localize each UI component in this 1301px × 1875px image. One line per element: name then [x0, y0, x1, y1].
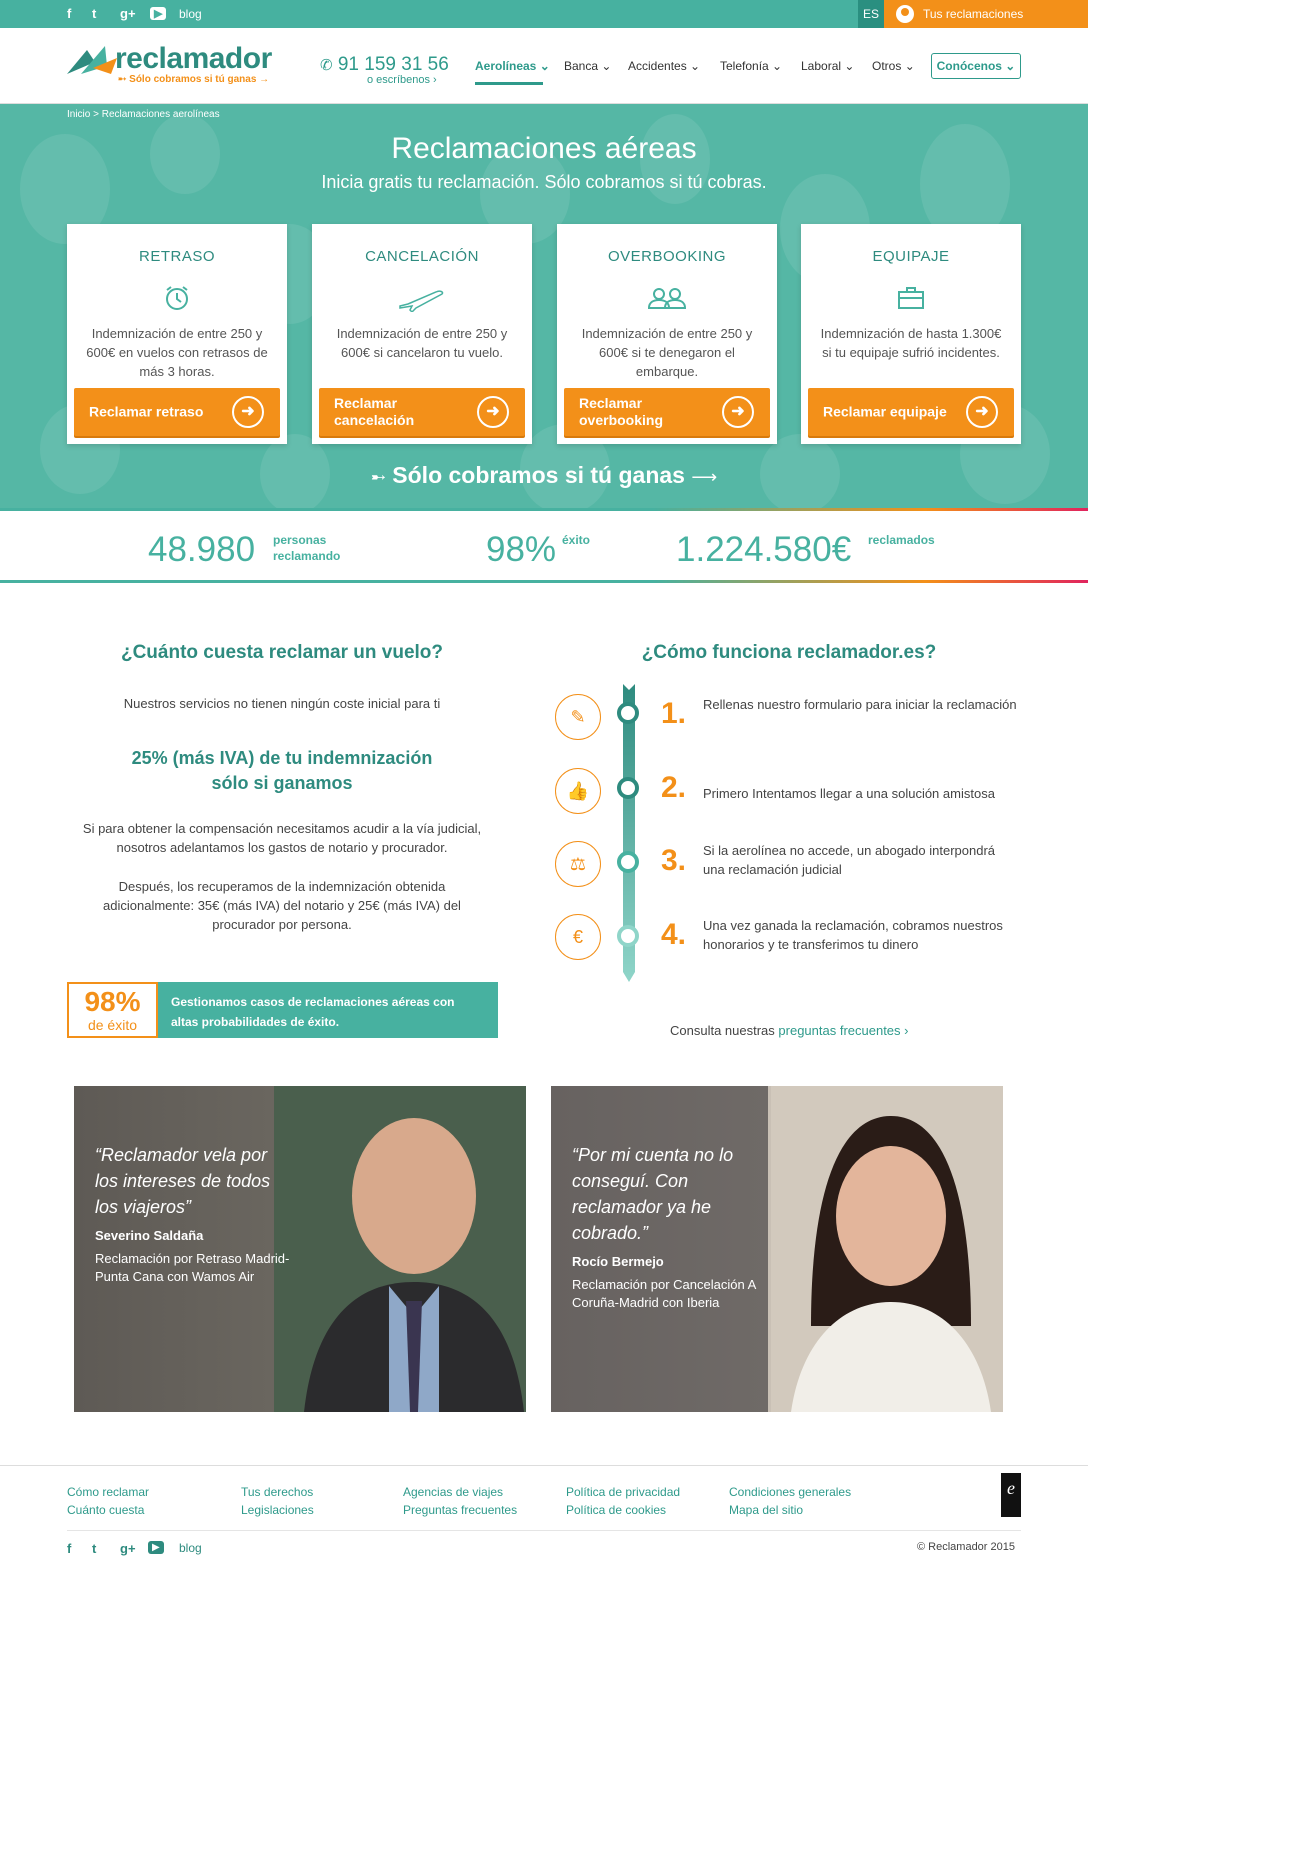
phone-text: 91 159 31 56: [337, 54, 449, 75]
user-claims-label: Tus reclamaciones: [923, 7, 1024, 21]
card-title: RETRASO: [138, 248, 215, 265]
google-plus-icon[interactable]: g+: [120, 1541, 136, 1556]
thumbs-up-icon: 👍: [555, 768, 601, 814]
footer-divider: [67, 1530, 1021, 1531]
cost-price: 25% (más IVA) de tu indemnización sólo si ganamos: [131, 748, 433, 793]
cost-paragraph-1: Si para obtener la compensación necesitamos acudir a la vía judicial, nosotros adelantamos los gastos de notario y procurador.: [82, 821, 482, 855]
step-number: 1.: [661, 697, 687, 730]
testimonial-name: Rocío Bermejo: [572, 1254, 664, 1269]
cost-title: ¿Cuánto cuesta reclamar un vuelo?: [120, 642, 444, 663]
phone-icon: ✆: [320, 57, 333, 74]
footer-link[interactable]: Preguntas frecuentes: [403, 1503, 518, 1517]
claim-luggage-button[interactable]: Reclamar equipaje ➜: [808, 388, 1014, 436]
card-text: Indemnización de entre 250 y 600€ en vuelos con retrasos de más 3 horas.: [86, 326, 268, 379]
step-text: Rellenas nuestro formulario para iniciar la reclamación: [703, 697, 1017, 712]
arrow-icon: ⟶: [691, 467, 718, 487]
stat-success-label: éxito: [562, 533, 591, 547]
logo-icon[interactable]: [67, 44, 117, 76]
card-retraso: [67, 224, 287, 444]
user-claims-button[interactable]: [884, 0, 1088, 28]
footer-border: [0, 1465, 1088, 1466]
step-number: 3.: [661, 844, 687, 877]
step-number: 2.: [661, 771, 687, 804]
copyright: © Reclamador 2015: [917, 1541, 1015, 1553]
testimonial-card: [74, 1086, 526, 1412]
testimonial-detail: Reclamación por Retraso Madrid-Punta Cana con Wamos Air: [95, 1251, 290, 1284]
facebook-icon[interactable]: f: [67, 1541, 72, 1556]
facebook-icon[interactable]: f: [67, 6, 72, 21]
step-text: Una vez ganada la reclamación, cobramos nuestros honorarios y te transferimos tu dinero: [703, 918, 1003, 952]
nav-laboral[interactable]: Laboral ⌄: [801, 59, 855, 73]
nav-otros[interactable]: Otros ⌄: [872, 59, 915, 73]
scales-icon: ⚖: [555, 841, 601, 887]
arrow-icon: ➸: [370, 467, 386, 487]
page-subtitle: Inicia gratis tu reclamación. Sólo cobramos si tú cobras.: [321, 172, 767, 192]
testimonial-photo: [771, 1086, 1003, 1412]
claim-cancellation-button[interactable]: Reclamar cancelación ➜: [319, 388, 525, 436]
write-us-link[interactable]: o escríbenos ›: [367, 74, 437, 86]
faq-line: Consulta nuestras preguntas frecuentes ›: [670, 1023, 909, 1038]
claim-delay-button[interactable]: Reclamar retraso ➜: [74, 388, 280, 436]
nav-accidentes[interactable]: Accidentes ⌄: [628, 59, 701, 73]
arrow-right-icon: ➜: [966, 396, 998, 428]
card-cancelacion: [312, 224, 532, 444]
logo-text[interactable]: reclamador: [115, 42, 272, 75]
chevron-down-icon: ⌄: [690, 59, 701, 73]
language-selector[interactable]: ES: [858, 0, 884, 28]
timeline-dot: [617, 777, 639, 799]
luggage-icon: [897, 284, 925, 312]
footer-link[interactable]: Condiciones generales: [729, 1485, 852, 1499]
stat-amount-label: reclamados: [868, 533, 935, 547]
footer-link[interactable]: Política de cookies: [566, 1503, 667, 1517]
conocenos-button[interactable]: Conócenos ⌄: [931, 53, 1021, 79]
twitter-icon[interactable]: t: [92, 6, 97, 21]
google-plus-icon[interactable]: g+: [120, 6, 136, 21]
slogan: ➸ Sólo cobramos si tú ganas ⟶: [370, 462, 718, 488]
euro-icon: €: [555, 914, 601, 960]
timeline-dot: [617, 702, 639, 724]
arrow-right-icon: ➜: [232, 396, 264, 428]
footer-link[interactable]: Mapa del sitio: [729, 1503, 804, 1517]
testimonial-photo: [274, 1086, 526, 1412]
timeline-dot: [617, 851, 639, 873]
nav-telefonia[interactable]: Telefonía ⌄: [720, 59, 783, 73]
card-equipaje: [801, 224, 1021, 444]
chevron-down-icon: ⌄: [601, 59, 612, 73]
logo-tagline: ➸ Sólo cobramos si tú ganas →: [118, 74, 270, 85]
card-title: OVERBOOKING: [607, 248, 727, 265]
people-icon: [647, 284, 687, 312]
breadcrumb[interactable]: Inicio > Reclamaciones aerolíneas: [67, 109, 220, 120]
testimonial-quote: “Reclamador vela por los intereses de todos los viajeros”: [95, 1145, 271, 1217]
step-number: 4.: [661, 918, 687, 951]
cost-intro: Nuestros servicios no tienen ningún coste inicial para ti: [123, 696, 441, 711]
chevron-down-icon: ⌄: [772, 59, 783, 73]
nav-active-indicator: [475, 82, 543, 85]
footer-link[interactable]: Tus derechos: [241, 1485, 314, 1499]
chevron-down-icon: ⌄: [904, 59, 915, 73]
plane-icon: [398, 284, 446, 312]
trust-seal[interactable]: e: [1001, 1473, 1021, 1517]
user-icon: [896, 5, 914, 23]
pencil-icon: ✎: [555, 694, 601, 740]
footer-link[interactable]: Cuánto cuesta: [67, 1503, 145, 1517]
success-badge-text: Gestionamos casos de reclamaciones aéreas con altas probabilidades de éxito.: [158, 982, 498, 1038]
testimonial-quote: “Por mi cuenta no lo conseguí. Con reclamador ya he cobrado.”: [572, 1145, 734, 1243]
success-badge-label: de éxito: [87, 1017, 138, 1033]
blog-link[interactable]: blog: [179, 7, 202, 21]
stat-people-number: 48.980: [148, 530, 256, 569]
nav-banca[interactable]: Banca ⌄: [564, 59, 612, 73]
arrow-right-icon: ➜: [722, 396, 754, 428]
chevron-down-icon: ⌄: [844, 59, 855, 73]
success-badge-number: 98%: [84, 986, 141, 1017]
footer-link[interactable]: Agencias de viajes: [403, 1485, 504, 1499]
footer-link[interactable]: Legislaciones: [241, 1503, 314, 1517]
testimonial-card: [551, 1086, 1003, 1412]
card-text: Indemnización de entre 250 y 600€ si cancelaron tu vuelo.: [336, 326, 508, 360]
how-title: ¿Cómo funciona reclamador.es?: [641, 642, 937, 663]
phone-number[interactable]: [320, 54, 449, 76]
card-title: CANCELACIÓN: [365, 248, 479, 265]
card-overbooking: [557, 224, 777, 444]
footer-link[interactable]: Cómo reclamar: [67, 1485, 150, 1499]
testimonial-name: Severino Saldaña: [95, 1228, 204, 1243]
step-text: Si la aerolínea no accede, un abogado interpondrá una reclamación judicial: [703, 843, 995, 877]
blog-link[interactable]: blog: [179, 1541, 202, 1555]
stat-people-label: personas reclamando: [273, 533, 341, 563]
faq-link[interactable]: preguntas frecuentes ›: [778, 1023, 909, 1038]
timeline-dot: [617, 925, 639, 947]
arrow-right-icon: ➜: [477, 396, 509, 428]
stats-border-top: [0, 508, 1088, 511]
card-text: Indemnización de entre 250 y 600€ si te denegaron el embarque.: [581, 326, 753, 379]
card-text: Indemnización de hasta 1.300€ si tu equipaje sufrió incidentes.: [820, 326, 1002, 360]
stat-success-number: 98%: [486, 530, 557, 569]
clock-icon: [163, 284, 191, 312]
youtube-icon[interactable]: ▶: [150, 7, 166, 20]
card-title: EQUIPAJE: [872, 248, 950, 265]
stat-amount-number: 1.224.580€: [676, 530, 852, 569]
youtube-icon[interactable]: ▶: [148, 1541, 164, 1554]
success-badge: [67, 982, 158, 1038]
page-title: Reclamaciones aéreas: [391, 132, 697, 165]
twitter-icon[interactable]: t: [92, 1541, 97, 1556]
footer-link[interactable]: Política de privacidad: [566, 1485, 681, 1499]
cost-paragraph-2: Después, los recuperamos de la indemnización obtenida adicionalmente: 35€ (más IVA) del notario y 25€ (más IVA) del procurador por persona.: [103, 879, 461, 932]
claim-overbooking-button[interactable]: Reclamar overbooking ➜: [564, 388, 770, 436]
step-text: Primero Intentamos llegar a una solución amistosa: [703, 786, 995, 801]
chevron-down-icon: ⌄: [539, 59, 550, 73]
stats-border-bottom: [0, 580, 1088, 583]
testimonial-detail: Reclamación por Cancelación A Coruña-Madrid con Iberia: [572, 1277, 756, 1310]
nav-aerolineas[interactable]: Aerolíneas ⌄: [475, 59, 550, 73]
